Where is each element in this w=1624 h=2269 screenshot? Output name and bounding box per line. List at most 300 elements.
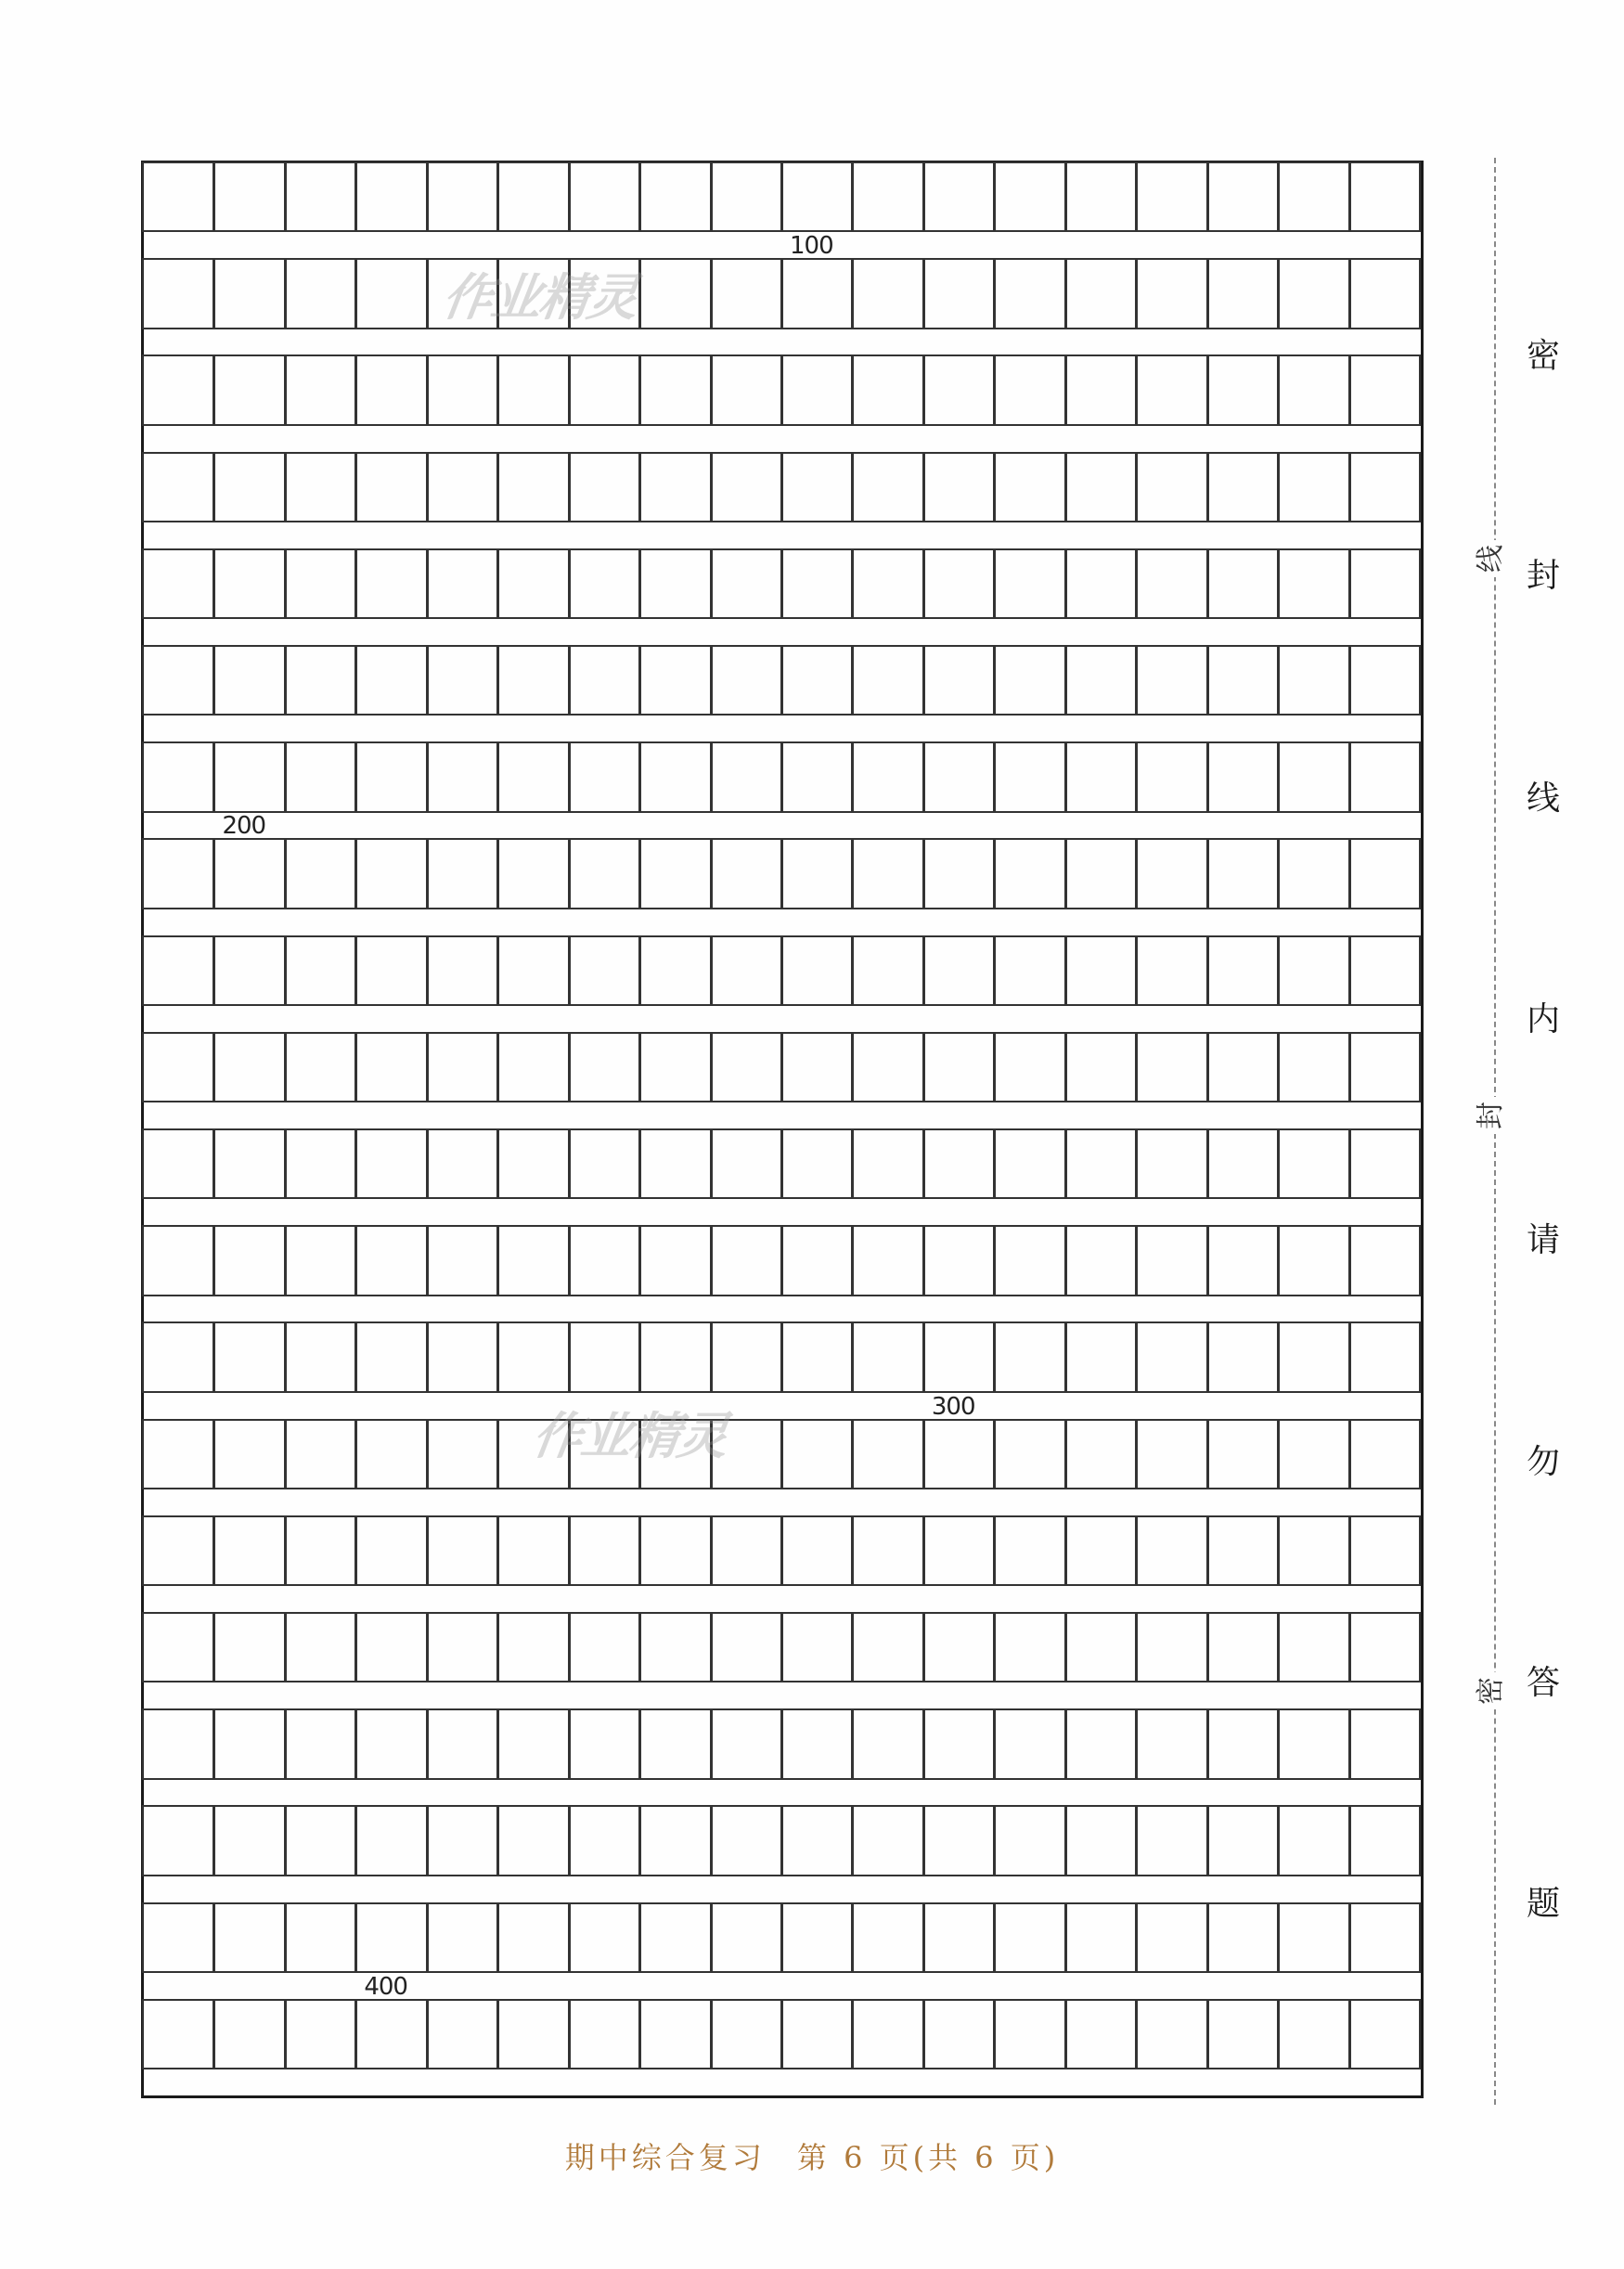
grid-cell[interactable] (711, 935, 782, 1006)
grid-cell[interactable] (994, 548, 1065, 619)
grid-cell[interactable] (923, 1612, 995, 1682)
grid-cell[interactable] (711, 1032, 782, 1102)
grid-cell[interactable] (852, 838, 923, 909)
grid-cell[interactable] (1065, 1225, 1137, 1296)
grid-cell[interactable] (1349, 838, 1421, 909)
grid-cell[interactable] (213, 1902, 285, 1973)
grid-cell[interactable] (1065, 452, 1137, 522)
grid-cell[interactable] (639, 1612, 711, 1682)
grid-cell[interactable] (923, 258, 995, 329)
grid-cell[interactable] (1349, 1032, 1421, 1102)
grid-cell[interactable] (923, 838, 995, 909)
grid-cell[interactable] (923, 1999, 995, 2069)
grid-cell[interactable] (1349, 1321, 1421, 1392)
grid-cell[interactable] (852, 1419, 923, 1489)
grid-cell[interactable] (994, 1708, 1065, 1779)
grid-cell[interactable] (1207, 1708, 1279, 1779)
grid-cell[interactable] (213, 161, 285, 232)
grid-cell[interactable] (1136, 355, 1207, 425)
grid-cell[interactable] (923, 1708, 995, 1779)
grid-cell[interactable] (1278, 161, 1349, 232)
grid-cell[interactable] (781, 355, 853, 425)
grid-cell[interactable] (852, 1225, 923, 1296)
grid-cell[interactable] (1065, 1419, 1137, 1489)
grid-cell[interactable] (639, 741, 711, 812)
grid-cell[interactable] (1207, 355, 1279, 425)
grid-cell[interactable] (1136, 645, 1207, 716)
grid-cell[interactable] (1349, 1612, 1421, 1682)
grid-cell[interactable] (213, 1321, 285, 1392)
grid-cell[interactable] (1065, 1999, 1137, 2069)
grid-cell[interactable] (569, 645, 640, 716)
grid-cell[interactable] (213, 1032, 285, 1102)
grid-cell[interactable] (427, 645, 498, 716)
grid-cell[interactable] (355, 1128, 427, 1199)
grid-cell[interactable] (711, 1805, 782, 1876)
grid-cell[interactable] (923, 1419, 995, 1489)
grid-cell[interactable] (639, 452, 711, 522)
grid-cell[interactable] (994, 1902, 1065, 1973)
grid-cell[interactable] (569, 1902, 640, 1973)
grid-cell[interactable] (427, 1321, 498, 1392)
grid-cell[interactable] (1349, 548, 1421, 619)
grid-cell[interactable] (923, 935, 995, 1006)
grid-cell[interactable] (1349, 1902, 1421, 1973)
grid-cell[interactable] (1207, 258, 1279, 329)
grid-cell[interactable] (213, 258, 285, 329)
grid-cell[interactable] (1207, 452, 1279, 522)
grid-cell[interactable] (427, 452, 498, 522)
grid-cell[interactable] (1065, 1805, 1137, 1876)
grid-cell[interactable] (1136, 1902, 1207, 1973)
grid-cell[interactable] (497, 838, 569, 909)
grid-cell[interactable] (142, 1902, 214, 1973)
grid-cell[interactable] (142, 1321, 214, 1392)
grid-cell[interactable] (213, 1128, 285, 1199)
grid-cell[interactable] (569, 1032, 640, 1102)
grid-cell[interactable] (1136, 548, 1207, 619)
grid-cell[interactable] (569, 355, 640, 425)
grid-cell[interactable] (497, 741, 569, 812)
grid-cell[interactable] (1207, 645, 1279, 716)
grid-cell[interactable] (781, 1612, 853, 1682)
grid-cell[interactable] (355, 1708, 427, 1779)
grid-cell[interactable] (1136, 838, 1207, 909)
grid-cell[interactable] (781, 548, 853, 619)
grid-cell[interactable] (639, 1805, 711, 1876)
grid-cell[interactable] (355, 1902, 427, 1973)
grid-cell[interactable] (427, 1419, 498, 1489)
grid-cell[interactable] (355, 258, 427, 329)
grid-cell[interactable] (852, 1805, 923, 1876)
grid-cell[interactable] (355, 161, 427, 232)
grid-cell[interactable] (1278, 355, 1349, 425)
grid-cell[interactable] (355, 741, 427, 812)
grid-cell[interactable] (852, 1612, 923, 1682)
grid-cell[interactable] (355, 935, 427, 1006)
grid-cell[interactable] (994, 741, 1065, 812)
grid-cell[interactable] (569, 1128, 640, 1199)
grid-cell[interactable] (994, 935, 1065, 1006)
grid-cell[interactable] (213, 645, 285, 716)
grid-cell[interactable] (142, 935, 214, 1006)
grid-cell[interactable] (994, 1515, 1065, 1586)
grid-cell[interactable] (427, 1032, 498, 1102)
grid-cell[interactable] (1349, 161, 1421, 232)
grid-cell[interactable] (1065, 935, 1137, 1006)
grid-cell[interactable] (569, 548, 640, 619)
grid-cell[interactable] (497, 1708, 569, 1779)
grid-cell[interactable] (994, 1419, 1065, 1489)
grid-cell[interactable] (994, 645, 1065, 716)
grid-cell[interactable] (142, 1128, 214, 1199)
grid-cell[interactable] (213, 1708, 285, 1779)
grid-cell[interactable] (285, 355, 356, 425)
grid-cell[interactable] (1136, 1128, 1207, 1199)
grid-cell[interactable] (923, 1032, 995, 1102)
grid-cell[interactable] (285, 1999, 356, 2069)
grid-cell[interactable] (852, 1902, 923, 1973)
grid-cell[interactable] (1278, 1612, 1349, 1682)
grid-cell[interactable] (497, 355, 569, 425)
grid-cell[interactable] (1065, 1515, 1137, 1586)
grid-cell[interactable] (994, 161, 1065, 232)
grid-cell[interactable] (852, 1999, 923, 2069)
grid-cell[interactable] (1349, 1419, 1421, 1489)
grid-cell[interactable] (639, 1128, 711, 1199)
grid-cell[interactable] (497, 452, 569, 522)
grid-cell[interactable] (781, 1321, 853, 1392)
grid-cell[interactable] (852, 645, 923, 716)
grid-cell[interactable] (1278, 838, 1349, 909)
grid-cell[interactable] (923, 355, 995, 425)
grid-cell[interactable] (852, 258, 923, 329)
grid-cell[interactable] (1065, 355, 1137, 425)
grid-cell[interactable] (1278, 645, 1349, 716)
grid-cell[interactable] (994, 1999, 1065, 2069)
grid-cell[interactable] (639, 1902, 711, 1973)
grid-cell[interactable] (213, 1805, 285, 1876)
grid-cell[interactable] (639, 161, 711, 232)
grid-cell[interactable] (427, 1225, 498, 1296)
grid-cell[interactable] (1207, 935, 1279, 1006)
grid-cell[interactable] (1136, 258, 1207, 329)
grid-cell[interactable] (711, 838, 782, 909)
grid-cell[interactable] (142, 452, 214, 522)
grid-cell[interactable] (497, 1032, 569, 1102)
grid-cell[interactable] (142, 1708, 214, 1779)
grid-cell[interactable] (569, 838, 640, 909)
grid-cell[interactable] (1278, 452, 1349, 522)
grid-cell[interactable] (1349, 1128, 1421, 1199)
grid-cell[interactable] (142, 741, 214, 812)
grid-cell[interactable] (1136, 452, 1207, 522)
grid-cell[interactable] (1278, 1419, 1349, 1489)
grid-cell[interactable] (1065, 1321, 1137, 1392)
grid-cell[interactable] (1207, 1999, 1279, 2069)
grid-cell[interactable] (1136, 741, 1207, 812)
grid-cell[interactable] (994, 1032, 1065, 1102)
grid-cell[interactable] (427, 1515, 498, 1586)
grid-cell[interactable] (852, 1032, 923, 1102)
grid-cell[interactable] (852, 935, 923, 1006)
grid-cell[interactable] (427, 1805, 498, 1876)
grid-cell[interactable] (1065, 741, 1137, 812)
grid-cell[interactable] (1349, 1708, 1421, 1779)
grid-cell[interactable] (142, 258, 214, 329)
grid-cell[interactable] (142, 548, 214, 619)
grid-cell[interactable] (285, 1708, 356, 1779)
grid-cell[interactable] (1065, 1708, 1137, 1779)
grid-cell[interactable] (781, 1805, 853, 1876)
grid-cell[interactable] (711, 1708, 782, 1779)
grid-cell[interactable] (213, 548, 285, 619)
grid-cell[interactable] (213, 1515, 285, 1586)
grid-cell[interactable] (852, 1515, 923, 1586)
grid-cell[interactable] (711, 1999, 782, 2069)
grid-cell[interactable] (355, 1999, 427, 2069)
grid-cell[interactable] (497, 1225, 569, 1296)
grid-cell[interactable] (285, 452, 356, 522)
grid-cell[interactable] (1349, 935, 1421, 1006)
grid-cell[interactable] (852, 161, 923, 232)
grid-cell[interactable] (781, 645, 853, 716)
grid-cell[interactable] (994, 1128, 1065, 1199)
grid-cell[interactable] (852, 452, 923, 522)
grid-cell[interactable] (1207, 1902, 1279, 1973)
grid-cell[interactable] (427, 1612, 498, 1682)
grid-cell[interactable] (923, 645, 995, 716)
grid-cell[interactable] (781, 1902, 853, 1973)
grid-cell[interactable] (1207, 1128, 1279, 1199)
grid-cell[interactable] (711, 1612, 782, 1682)
grid-cell[interactable] (427, 1128, 498, 1199)
grid-cell[interactable] (1349, 1999, 1421, 2069)
grid-cell[interactable] (781, 1515, 853, 1586)
grid-cell[interactable] (355, 452, 427, 522)
grid-cell[interactable] (1349, 645, 1421, 716)
grid-cell[interactable] (639, 838, 711, 909)
grid-cell[interactable] (427, 935, 498, 1006)
grid-cell[interactable] (285, 935, 356, 1006)
grid-cell[interactable] (639, 258, 711, 329)
grid-cell[interactable] (142, 1612, 214, 1682)
grid-cell[interactable] (1065, 838, 1137, 909)
grid-cell[interactable] (569, 1321, 640, 1392)
grid-cell[interactable] (285, 1805, 356, 1876)
grid-cell[interactable] (1136, 1321, 1207, 1392)
grid-cell[interactable] (285, 1515, 356, 1586)
grid-cell[interactable] (427, 161, 498, 232)
grid-cell[interactable] (1349, 741, 1421, 812)
grid-cell[interactable] (711, 1515, 782, 1586)
grid-cell[interactable] (1136, 1515, 1207, 1586)
grid-cell[interactable] (711, 645, 782, 716)
grid-cell[interactable] (711, 1225, 782, 1296)
grid-cell[interactable] (711, 548, 782, 619)
grid-cell[interactable] (1207, 741, 1279, 812)
grid-cell[interactable] (213, 452, 285, 522)
grid-cell[interactable] (213, 741, 285, 812)
grid-cell[interactable] (994, 452, 1065, 522)
grid-cell[interactable] (711, 1128, 782, 1199)
grid-cell[interactable] (569, 452, 640, 522)
grid-cell[interactable] (781, 1708, 853, 1779)
grid-cell[interactable] (639, 645, 711, 716)
grid-cell[interactable] (1065, 1902, 1137, 1973)
grid-cell[interactable] (285, 741, 356, 812)
grid-cell[interactable] (1207, 1805, 1279, 1876)
grid-cell[interactable] (213, 1999, 285, 2069)
grid-cell[interactable] (427, 1902, 498, 1973)
grid-cell[interactable] (285, 645, 356, 716)
grid-cell[interactable] (781, 1128, 853, 1199)
grid-cell[interactable] (1278, 1805, 1349, 1876)
grid-cell[interactable] (781, 452, 853, 522)
grid-cell[interactable] (1278, 741, 1349, 812)
grid-cell[interactable] (1136, 1612, 1207, 1682)
grid-cell[interactable] (142, 1999, 214, 2069)
grid-cell[interactable] (142, 355, 214, 425)
grid-cell[interactable] (1207, 548, 1279, 619)
grid-cell[interactable] (497, 935, 569, 1006)
grid-cell[interactable] (142, 1515, 214, 1586)
grid-cell[interactable] (427, 741, 498, 812)
grid-cell[interactable] (1207, 838, 1279, 909)
grid-cell[interactable] (285, 838, 356, 909)
grid-cell[interactable] (355, 1612, 427, 1682)
grid-cell[interactable] (1349, 355, 1421, 425)
grid-cell[interactable] (569, 935, 640, 1006)
grid-cell[interactable] (1065, 548, 1137, 619)
grid-cell[interactable] (355, 838, 427, 909)
grid-cell[interactable] (639, 1321, 711, 1392)
grid-cell[interactable] (1278, 548, 1349, 619)
grid-cell[interactable] (639, 548, 711, 619)
grid-cell[interactable] (923, 1128, 995, 1199)
grid-cell[interactable] (213, 1419, 285, 1489)
grid-cell[interactable] (1136, 935, 1207, 1006)
grid-cell[interactable] (1065, 258, 1137, 329)
grid-cell[interactable] (994, 1612, 1065, 1682)
grid-cell[interactable] (285, 1128, 356, 1199)
grid-cell[interactable] (1278, 258, 1349, 329)
grid-cell[interactable] (711, 452, 782, 522)
grid-cell[interactable] (1349, 452, 1421, 522)
grid-cell[interactable] (285, 1612, 356, 1682)
grid-cell[interactable] (213, 935, 285, 1006)
grid-cell[interactable] (285, 1321, 356, 1392)
grid-cell[interactable] (142, 1419, 214, 1489)
grid-cell[interactable] (1136, 1032, 1207, 1102)
grid-cell[interactable] (1136, 161, 1207, 232)
grid-cell[interactable] (852, 1128, 923, 1199)
grid-cell[interactable] (781, 258, 853, 329)
grid-cell[interactable] (497, 1999, 569, 2069)
grid-cell[interactable] (569, 741, 640, 812)
grid-cell[interactable] (639, 1225, 711, 1296)
grid-cell[interactable] (711, 161, 782, 232)
grid-cell[interactable] (1278, 1032, 1349, 1102)
grid-cell[interactable] (427, 1708, 498, 1779)
grid-cell[interactable] (923, 548, 995, 619)
grid-cell[interactable] (852, 355, 923, 425)
grid-cell[interactable] (781, 161, 853, 232)
grid-cell[interactable] (1207, 1225, 1279, 1296)
grid-cell[interactable] (639, 355, 711, 425)
grid-cell[interactable] (142, 1805, 214, 1876)
grid-cell[interactable] (711, 741, 782, 812)
grid-cell[interactable] (497, 645, 569, 716)
grid-cell[interactable] (1207, 161, 1279, 232)
grid-cell[interactable] (355, 1032, 427, 1102)
grid-cell[interactable] (497, 1612, 569, 1682)
grid-cell[interactable] (781, 1999, 853, 2069)
grid-cell[interactable] (355, 1419, 427, 1489)
grid-cell[interactable] (1349, 1225, 1421, 1296)
grid-cell[interactable] (213, 1225, 285, 1296)
grid-cell[interactable] (923, 452, 995, 522)
grid-cell[interactable] (1065, 161, 1137, 232)
grid-cell[interactable] (852, 741, 923, 812)
grid-cell[interactable] (923, 1225, 995, 1296)
grid-cell[interactable] (213, 1612, 285, 1682)
grid-cell[interactable] (994, 355, 1065, 425)
grid-cell[interactable] (497, 548, 569, 619)
grid-cell[interactable] (285, 1419, 356, 1489)
grid-cell[interactable] (142, 838, 214, 909)
grid-cell[interactable] (1207, 1612, 1279, 1682)
grid-cell[interactable] (711, 258, 782, 329)
grid-cell[interactable] (497, 1128, 569, 1199)
grid-cell[interactable] (355, 1225, 427, 1296)
grid-cell[interactable] (852, 1708, 923, 1779)
grid-cell[interactable] (781, 741, 853, 812)
grid-cell[interactable] (355, 355, 427, 425)
grid-cell[interactable] (355, 645, 427, 716)
grid-cell[interactable] (1065, 1128, 1137, 1199)
grid-cell[interactable] (569, 161, 640, 232)
grid-cell[interactable] (711, 355, 782, 425)
grid-cell[interactable] (285, 1225, 356, 1296)
grid-cell[interactable] (285, 1902, 356, 1973)
grid-cell[interactable] (711, 1902, 782, 1973)
grid-cell[interactable] (1136, 1805, 1207, 1876)
grid-cell[interactable] (639, 1708, 711, 1779)
grid-cell[interactable] (213, 838, 285, 909)
grid-cell[interactable] (852, 548, 923, 619)
grid-cell[interactable] (1278, 1225, 1349, 1296)
grid-cell[interactable] (1065, 645, 1137, 716)
grid-cell[interactable] (142, 645, 214, 716)
grid-cell[interactable] (427, 1999, 498, 2069)
grid-cell[interactable] (497, 1805, 569, 1876)
grid-cell[interactable] (355, 1321, 427, 1392)
grid-cell[interactable] (923, 1902, 995, 1973)
grid-cell[interactable] (639, 1515, 711, 1586)
grid-cell[interactable] (569, 1515, 640, 1586)
grid-cell[interactable] (497, 1515, 569, 1586)
grid-cell[interactable] (1065, 1032, 1137, 1102)
grid-cell[interactable] (569, 1612, 640, 1682)
grid-cell[interactable] (569, 1805, 640, 1876)
grid-cell[interactable] (639, 1032, 711, 1102)
grid-cell[interactable] (285, 258, 356, 329)
grid-cell[interactable] (142, 161, 214, 232)
grid-cell[interactable] (781, 1419, 853, 1489)
grid-cell[interactable] (994, 1321, 1065, 1392)
grid-cell[interactable] (1278, 1902, 1349, 1973)
